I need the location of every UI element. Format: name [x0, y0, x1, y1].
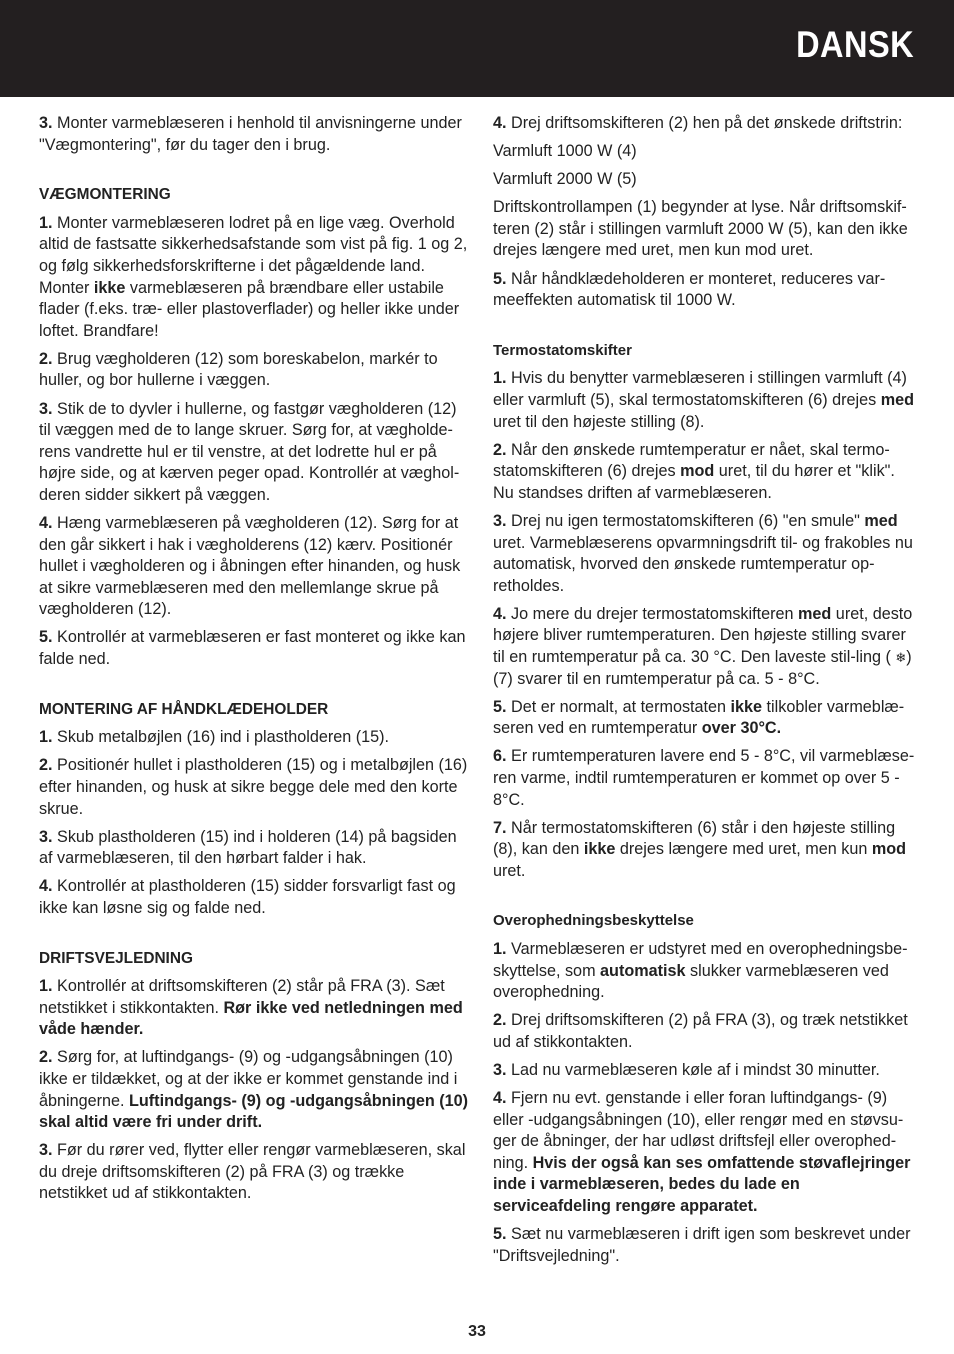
text-run: Når håndklædeholderen er monteret, reduceres var-meeffekten automatisk til 1000 W.	[493, 269, 886, 310]
text-run: Varmeblæseren er udstyret med en overophedningsbe-skyttelse, som	[493, 940, 908, 980]
step-number: 1.	[493, 940, 507, 958]
text-run: uret til den højeste stilling (8).	[493, 412, 705, 431]
step-number: 3.	[493, 511, 507, 530]
instruction-paragraph	[493, 269, 917, 312]
text-run: Når den ønskede rumtemperatur er nået, skal termo-statomskifteren (6) drejes	[493, 440, 890, 481]
bold-text: ikke	[93, 278, 126, 297]
instruction-paragraph	[493, 818, 917, 883]
text-run: Sørg for, at luftindgangs- (9) og -udgangsåbningen (10) ikke er tildækket, og at der ikke er kommet genstande ind i åbningerne.	[39, 1048, 458, 1110]
text-run: Skub plastholderen (15) ind i holderen (14) på bagsiden af varmeblæseren, til den hørbart falder i hak.	[39, 827, 457, 868]
bold-text: automatisk	[600, 961, 686, 980]
instruction-paragraph	[493, 1088, 917, 1218]
step-number: 2.	[493, 440, 507, 459]
instruction-paragraph	[493, 169, 917, 191]
step-number: 2.	[39, 349, 53, 368]
instruction-paragraph	[493, 197, 917, 262]
text-run: Hvis du benytter varmeblæseren i stillingen varmluft (4) eller varmluft (5), skal termostatomskifteren (6) drejes	[493, 369, 907, 409]
step-number: 3.	[39, 1141, 53, 1160]
text-run: varmeblæseren på brændbare eller ustabile flader (f.eks. træ- eller plastoverflader) og heller ikke under loftet. Brandfare!	[39, 278, 460, 340]
section-spacer	[39, 677, 469, 699]
step-number: 1.	[39, 728, 53, 747]
text-run: Drej driftsomskifteren (2) hen på det ønskede driftstrin:	[511, 114, 903, 132]
instruction-paragraph	[493, 511, 917, 597]
text-run: Monter varmeblæseren lodret på en lige væg. Overhold altid de fastsatte sikkerhedsafstande som vist på fig. 1 og 2, og følg sikkerhedsforskrifterne i det pågældende land. Monter	[39, 213, 468, 297]
step-number: 1.	[39, 977, 53, 996]
instruction-paragraph	[493, 113, 917, 135]
instruction-paragraph	[39, 827, 469, 870]
instruction-paragraph	[493, 141, 917, 163]
text-run: Brug vægholderen (12) som boreskabelon, markér to huller, og bor hullerne i væggen.	[39, 349, 438, 390]
section-heading: DRIFTSVEJLEDNING	[39, 949, 193, 967]
step-number: 4.	[39, 877, 53, 896]
instruction-paragraph	[39, 213, 469, 343]
section-heading: Termostatomskifter	[493, 341, 632, 359]
text-run: Stik de to dyvler i hullerne, og fastgør vægholderen (12) til væggen med de to lange skruer. Sørg for, at vægholde-rens vandrette hul er til venstre, at det lodrette hul er på højre side, og at kærven peger opad. Kontrollér at væghol-deren sidder sikkert på væggen.	[39, 399, 460, 504]
bold-text: ikke	[730, 697, 763, 716]
step-number: 2.	[493, 1011, 507, 1030]
text-run: tilkobler varmeblæ-seren ved en rumtemperatur	[493, 697, 905, 738]
bold-text: Luftindgangs- (9) og -udgangsåbningen (10) skal altid være fri under drift.	[39, 1091, 469, 1132]
instruction-paragraph	[493, 604, 917, 690]
page-number: 33	[468, 1323, 486, 1340]
instruction-paragraph	[493, 746, 917, 811]
text-run: Varmluft 2000 W (5)	[493, 170, 637, 189]
step-number: 2.	[39, 756, 53, 775]
bold-text: med	[798, 604, 832, 623]
instruction-paragraph	[493, 440, 917, 505]
step-number: 1.	[39, 213, 53, 232]
step-number: 3.	[39, 827, 53, 846]
instruction-paragraph	[39, 349, 469, 392]
step-number: 3.	[493, 1060, 507, 1079]
section-spacer	[39, 926, 469, 948]
instruction-paragraph	[493, 368, 917, 433]
instruction-paragraph	[493, 697, 917, 740]
section-heading: Overophedningsbeskyttelse	[493, 912, 694, 930]
step-number: 4.	[493, 1089, 507, 1108]
instruction-paragraph	[39, 727, 469, 749]
page-header	[0, 0, 954, 97]
instruction-paragraph	[39, 399, 469, 507]
instruction-paragraph	[39, 1140, 469, 1205]
instruction-paragraph	[39, 755, 469, 820]
language-title: DANSK	[796, 24, 914, 65]
instruction-paragraph	[39, 976, 469, 1041]
step-number: 5.	[39, 628, 53, 647]
text-run: Varmluft 1000 W (4)	[493, 142, 637, 161]
step-number: 2.	[39, 1048, 53, 1067]
step-number: 7.	[493, 818, 507, 837]
text-run: Er rumtemperaturen lavere end 5 - 8°C, vil varmeblæse-ren varme, indtil rumtemperaturen er kommet op over 5 - 8°C.	[493, 747, 915, 809]
bold-text: over 30°C.	[701, 719, 782, 738]
text-run: slukker varmeblæseren ved overophedning.	[493, 961, 889, 1002]
instruction-paragraph	[39, 113, 469, 156]
step-number: 1.	[493, 369, 507, 388]
bold-text: med	[880, 390, 915, 409]
text-run: Fjern nu evt. genstande i eller foran luftindgangs- (9) eller -udgangsåbningen (10), eller rengør med en støvsu-ger de åbninger, der har udløst driftsfejl eller overophed-ning.	[493, 1089, 904, 1172]
text-run: Positionér hullet i plastholderen (15) og i metalbøjlen (16) efter hinanden, og husk at sikre begge dele med den korte skrue.	[39, 756, 468, 818]
step-number: 4.	[493, 114, 507, 132]
text-run: Jo mere du drejer termostatomskifteren	[511, 604, 799, 623]
snowflake-icon: ❄	[895, 649, 907, 665]
bold-text: Rør ikke ved netledningen med våde hænder.	[39, 998, 463, 1039]
step-number: 6.	[493, 747, 507, 766]
text-run: Kontrollér at varmeblæseren er fast monteret og ikke kan falde ned.	[39, 628, 466, 669]
text-run: Hæng varmeblæseren på vægholderen (12). Sørg for at den går sikkert i hak i vægholderens (12) kærv. Positionér hullet i vægholderen og i åbningen efter hinanden, og husk at sikre varmeblæseren med den mellemlange skrue på vægholderen (12).	[39, 514, 461, 619]
text-run: Drej nu igen termostatomskifteren (6) "en smule"	[511, 511, 865, 530]
text-run: Kontrollér at plastholderen (15) sidder forsvarligt fast og ikke kan løsne sig og falde ned.	[39, 877, 456, 917]
bold-text: ikke	[583, 840, 616, 859]
right-column	[493, 113, 917, 1274]
text-run: Monter varmeblæseren i henhold til anvisningerne under "Vægmontering", før du tager den i brug.	[39, 114, 462, 154]
bold-text: med	[864, 511, 898, 530]
text-run: Driftskontrollampen (1) begynder at lyse. Når driftsomskif-teren (2) står i stillingen varmluft 2000 W (5), kan den ikke drejes længere med uret, men kun mod uret.	[493, 198, 908, 260]
text-run: Drej driftsomskifteren (2) på FRA (3), og træk netstikket ud af stikkontakten.	[493, 1011, 908, 1051]
section-heading: VÆGMONTERING	[39, 186, 171, 204]
section-heading: MONTERING AF HÅNDKLÆDEHOLDER	[39, 700, 329, 718]
text-run: Når termostatomskifteren (6) står i den højeste stilling (8), kan den	[493, 818, 896, 859]
instruction-paragraph	[493, 1010, 917, 1053]
step-number: 5.	[493, 1225, 507, 1244]
text-run: ) (7) svarer til en rumtemperatur på ca. 5 - 8°C.	[493, 647, 912, 688]
text-run: Sæt nu varmeblæseren i drift igen som beskrevet under "Driftsvejledning".	[493, 1225, 911, 1265]
step-number: 4.	[493, 604, 507, 623]
instruction-paragraph	[39, 513, 469, 621]
text-run: uret. Varmeblæserens opvarmningsdrift til- og frakobles nu automatisk, hvorved den ønskede rumtemperatur op-retholdes.	[493, 533, 913, 595]
instruction-paragraph	[493, 1224, 917, 1267]
step-number: 5.	[493, 697, 507, 716]
bold-text: mod	[680, 462, 715, 481]
section-spacer	[493, 889, 917, 911]
bold-text: mod	[871, 840, 907, 859]
text-run: Skub metalbøjlen (16) ind i plastholderen (15).	[57, 728, 390, 747]
text-run: Kontrollér at driftsomskifteren (2) står på FRA (3). Sæt netstikket i stikkontakten.	[39, 977, 445, 1017]
text-run: Det er normalt, at termostaten	[511, 697, 731, 716]
instruction-paragraph	[39, 1047, 469, 1133]
section-spacer	[39, 163, 469, 185]
text-run: Før du rører ved, flytter eller rengør varmeblæseren, skal du dreje driftsomskifteren (2) på FRA (3) og trække netstikket ud af stikkontakten.	[39, 1141, 466, 1203]
left-column	[39, 113, 469, 1212]
step-number: 5.	[493, 269, 507, 288]
instruction-paragraph	[493, 1060, 917, 1082]
text-run: uret, til du hører et "klik". Nu standses driften af varmeblæseren.	[493, 462, 895, 502]
bold-text: Hvis der også kan ses omfattende støvaflejringer inde i varmeblæseren, bedes du lade en serviceafdeling rengøre apparatet.	[493, 1153, 911, 1216]
step-number: 3.	[39, 399, 53, 418]
step-number: 4.	[39, 514, 53, 532]
instruction-paragraph	[39, 627, 469, 670]
step-number: 3.	[39, 114, 53, 132]
instruction-paragraph	[39, 876, 469, 919]
text-run: uret, desto højere bliver rumtemperaturen. Den højeste stilling svarer til en rumtemperatur på ca. 30 °C. Den laveste stil-ling (	[493, 604, 913, 666]
text-run: Lad nu varmeblæseren køle af i mindst 30 minutter.	[511, 1060, 880, 1079]
text-run: drejes længere med uret, men kun	[615, 840, 872, 859]
instruction-paragraph	[493, 939, 917, 1004]
section-spacer	[493, 318, 917, 340]
text-run: uret.	[493, 861, 526, 880]
